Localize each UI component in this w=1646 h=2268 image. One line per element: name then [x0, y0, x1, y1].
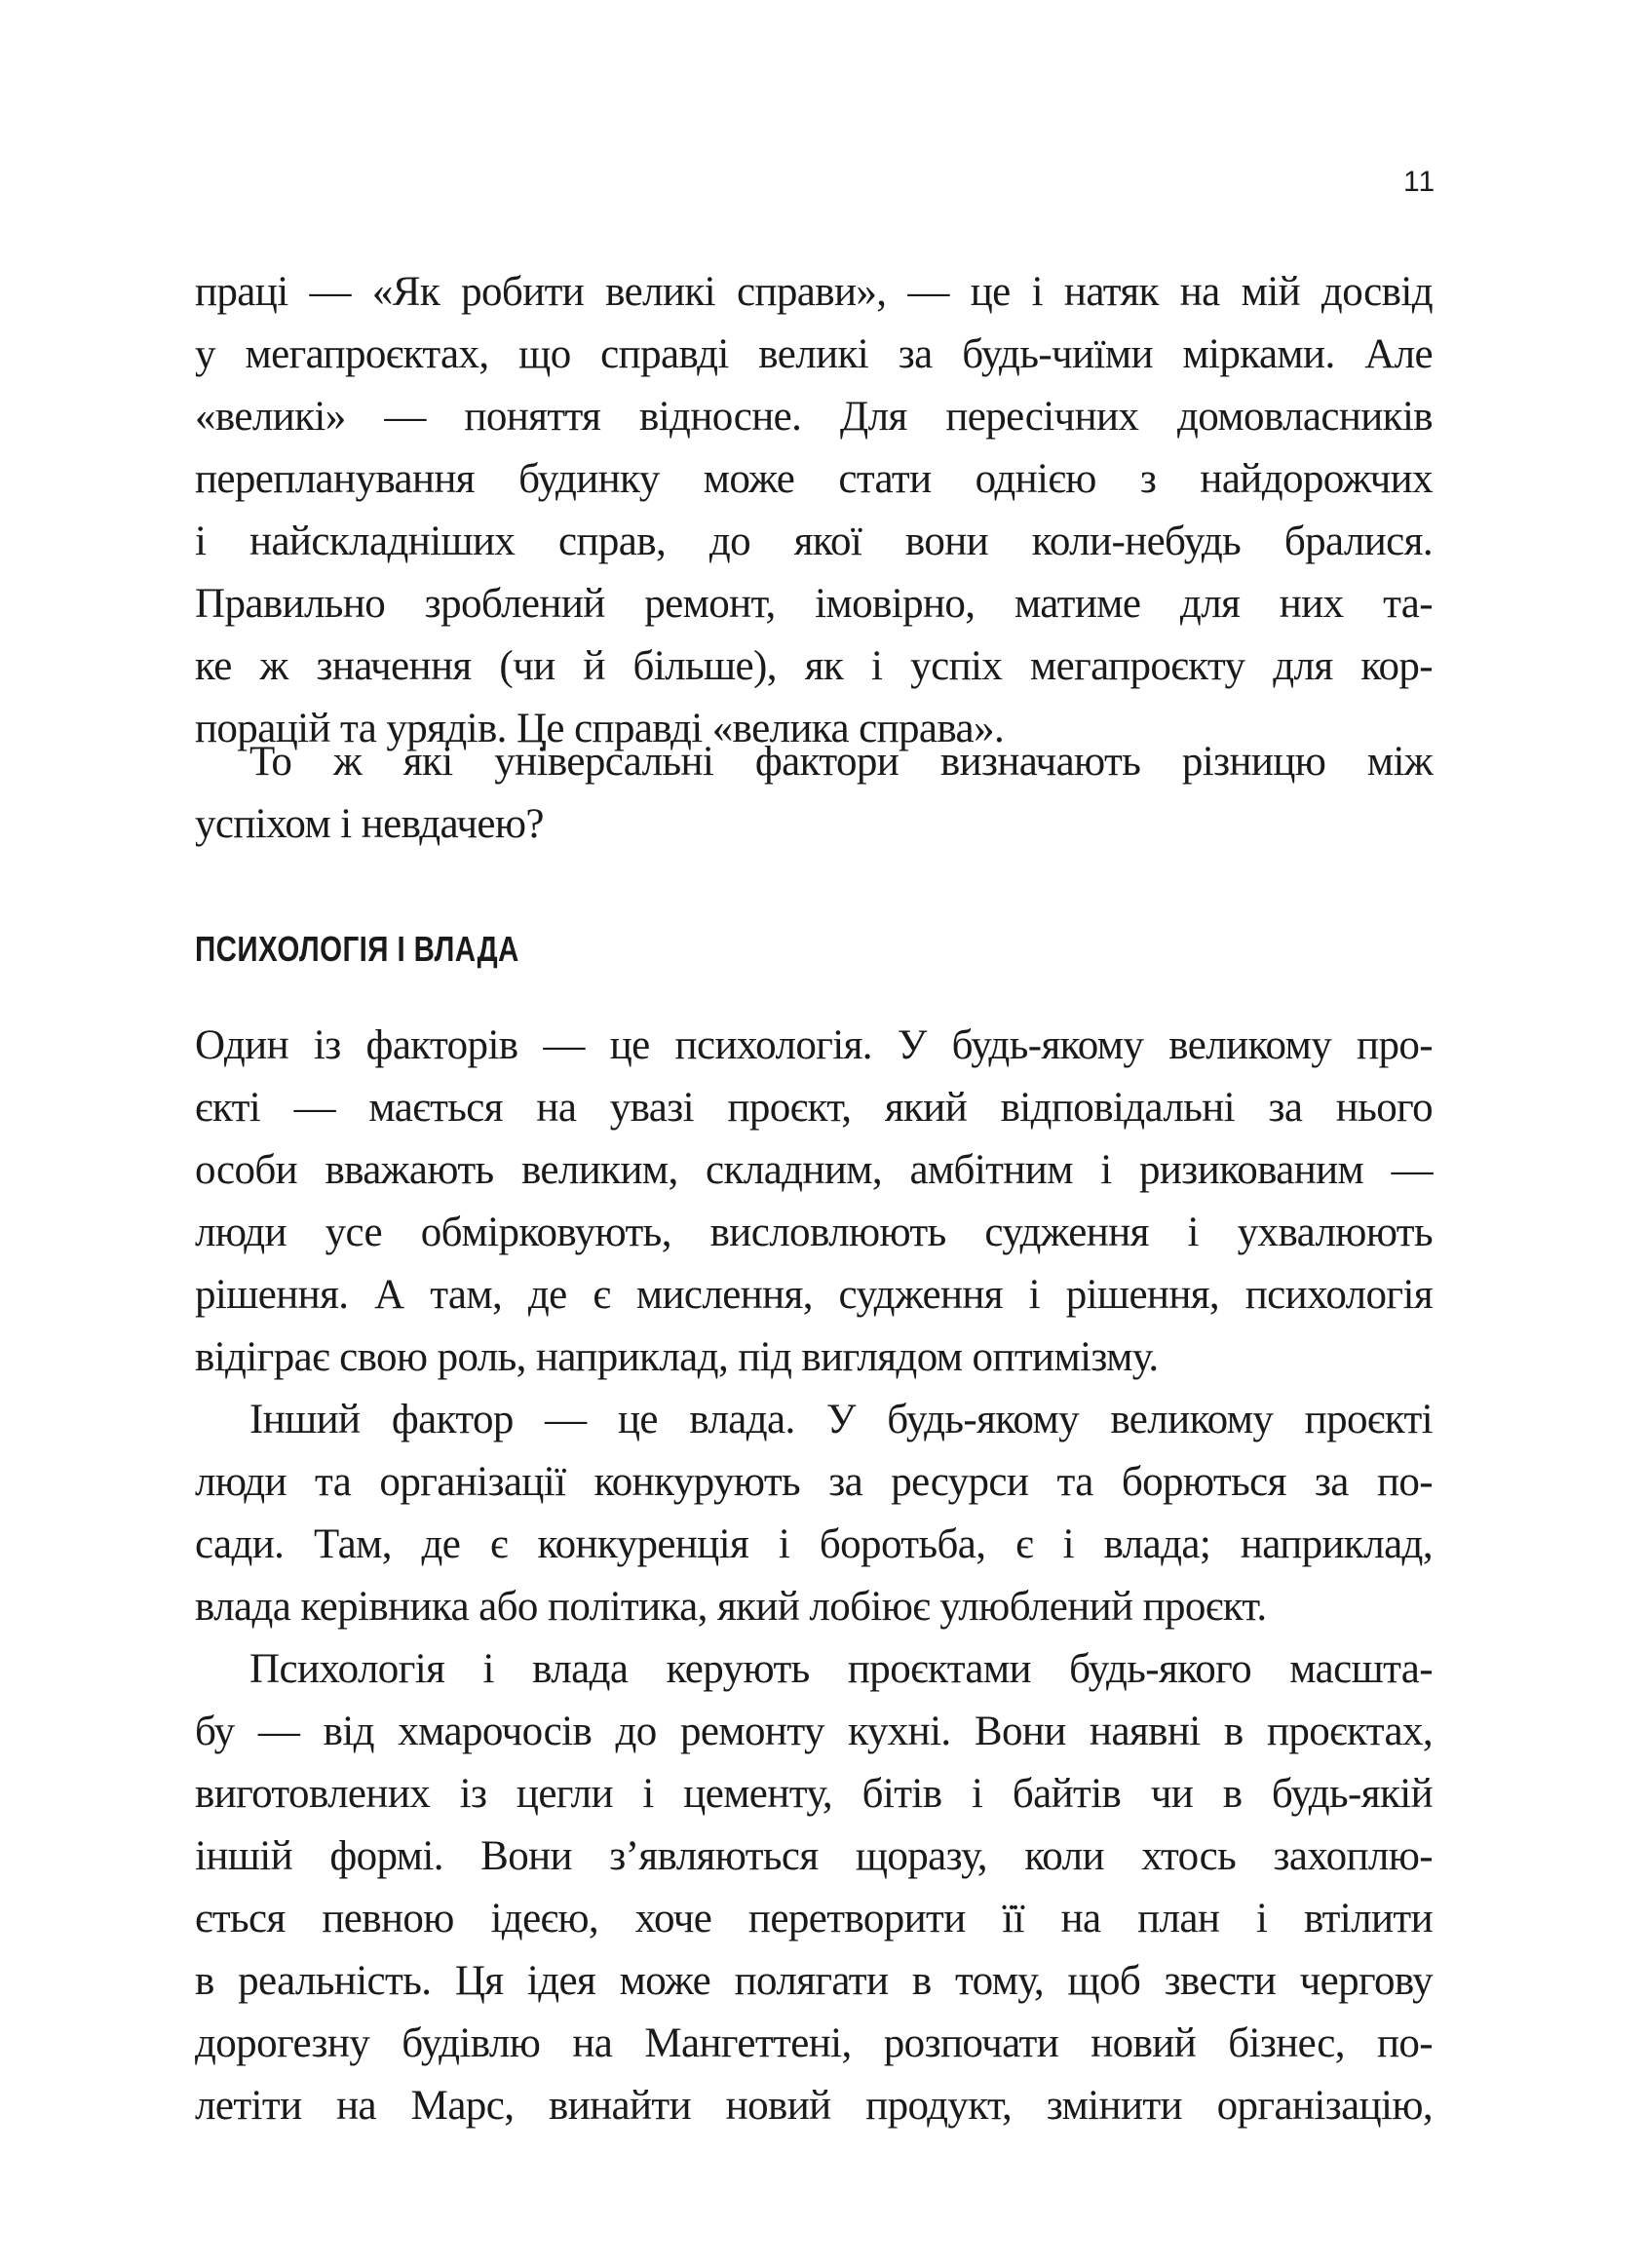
text-line: в реальність. Ця ідея може полягати в тому, щоб звести чергову: [195, 1958, 1433, 2004]
text-line: Психологія і влада керують проєктами будь-якого масшта-: [249, 1646, 1433, 1692]
text-line: порацій та урядів. Це справді «велика справа».: [195, 706, 1005, 751]
text-line: ке ж значення (чи й більше), як і успіх мегапроєкту для кор-: [195, 643, 1433, 689]
text-line: Інший фактор — це влада. У будь-якому великому проєкті: [249, 1397, 1433, 1442]
paragraph-5: [195, 1638, 1433, 2137]
text-line: іншій формі. Вони з’являються щоразу, коли хтось захоплю-: [195, 1833, 1433, 1879]
text-line: і найскладніших справ, до якої вони коли-небудь бралися.: [195, 519, 1433, 564]
paragraph-2: [195, 731, 1433, 856]
text-line: То ж які універсальні фактори визначають різницю між: [249, 739, 1433, 785]
text-line: у мегапроєктах, що справді великі за будь-чиїми мірками. Але: [195, 331, 1433, 377]
text-line: влада керівника або політика, який лобіює улюблений проєкт.: [195, 1584, 1267, 1630]
text-line: ється певною ідеєю, хоче перетворити її на план і втілити: [195, 1896, 1433, 1941]
text-line: летіти на Марс, винайти новий продукт, змінити організацію,: [195, 2083, 1433, 2129]
text-line: єкті — мається на увазі проєкт, який відповідальні за нього: [195, 1085, 1433, 1131]
text-line: відіграє свою роль, наприклад, під виглядом оптимізму.: [195, 1334, 1159, 1380]
paragraph-3: [195, 1015, 1433, 1389]
text-line: Правильно зроблений ремонт, імовірно, матиме для них та-: [195, 581, 1433, 627]
text-line: праці — «Як робити великі справи», — це і натяк на мій досвід: [195, 269, 1433, 315]
text-line: люди усе обмірковують, висловлюють судження і ухвалюють: [195, 1210, 1433, 1255]
text-line: успіхом і невдачею?: [195, 801, 544, 847]
text-line: сади. Там, де є конкуренція і боротьба, є і влада; наприклад,: [195, 1521, 1433, 1567]
text-line: «великі» — поняття відносне. Для пересічних домовласників: [195, 394, 1433, 440]
text-line: виготовлених із цегли і цементу, бітів і байтів чи в будь-якій: [195, 1771, 1433, 1817]
section-body: [195, 1015, 1433, 2137]
text-line: дорогезну будівлю на Мангеттені, розпочати новий бізнес, по-: [195, 2020, 1433, 2066]
text-line: Один із факторів — це психологія. У будь-якому великому про-: [195, 1022, 1433, 1068]
text-line: люди та організації конкурують за ресурси та борються за по-: [195, 1459, 1433, 1505]
text-line: перепланування будинку може стати однією з найдорожчих: [195, 456, 1433, 502]
text-line: рішення. А там, де є мислення, судження і рішення, психологія: [195, 1272, 1433, 1318]
paragraph-1: [195, 261, 1433, 760]
page-number: 11: [1403, 166, 1436, 198]
text-line: бу — від хмарочосів до ремонту кухні. Вони наявні в проєктах,: [195, 1709, 1433, 1754]
section-heading: ПСИХОЛОГІЯ І ВЛАДА: [195, 929, 519, 969]
paragraph-4: [195, 1389, 1433, 1638]
text-line: особи вважають великим, складним, амбітним і ризикованим —: [195, 1147, 1433, 1193]
